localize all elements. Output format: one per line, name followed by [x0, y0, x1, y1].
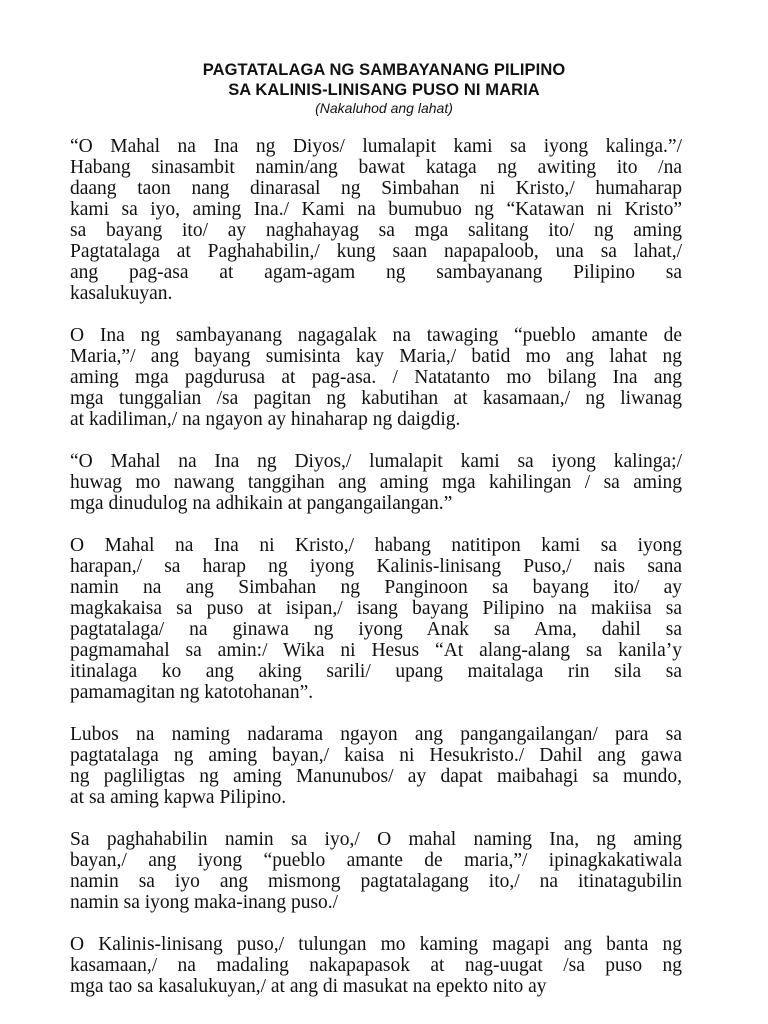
paragraph-line: O Mahal na Ina ni Kristo,/ habang natitipon kami sa iyong	[70, 535, 682, 556]
paragraph-line: harapan,/ sa harap ng iyong Kalinis-linisang Puso,/ nais sana	[70, 556, 682, 577]
paragraph-line: Sa paghahabilin namin sa iyo,/ O mahal naming Ina, ng aming	[70, 829, 682, 850]
paragraph-line: Maria,”/ ang bayang sumisinta kay Maria,/ batid mo ang lahat ng	[70, 346, 682, 367]
paragraph-line: “O Mahal na Ina ng Diyos/ lumalapit kami sa iyong kalinga.”/	[70, 136, 682, 157]
paragraph-line: namin sa iyo ang mismong pagtatalagang ito,/ na itinatagubilin	[70, 871, 682, 892]
paragraph-line: O Ina ng sambayanang nagagalak na tawaging “pueblo amante de	[70, 325, 682, 346]
document-subtitle: (Nakaluhod ang lahat)	[315, 100, 453, 116]
paragraph-line: pagtatalaga ng aming bayan,/ kaisa ni Hesukristo./ Dahil ang gawa	[70, 745, 682, 766]
paragraph-2	[70, 325, 682, 430]
paragraph-line: kami sa iyo, aming Ina./ Kami na bumubuo ng “Katawan ni Kristo”	[70, 199, 682, 220]
paragraph-7	[70, 934, 682, 997]
paragraph-line: itinalaga ko ang aking sarili/ upang maitalaga rin sila sa	[70, 661, 682, 682]
paragraph-line: mga tao sa kasalukuyan,/ at ang di masukat na epekto nito ay	[70, 976, 547, 997]
paragraph-line: bayan,/ ang iyong “pueblo amante de maria,”/ ipinagkakatiwala	[70, 850, 682, 871]
document-body	[70, 136, 682, 1018]
paragraph-line: Habang sinasambit namin/ang bawat kataga ng awiting ito /na	[70, 157, 682, 178]
paragraph-line: Pagtatalaga at Paghahabilin,/ kung saan napapaloob, una sa lahat,/	[70, 241, 682, 262]
paragraph-line: aming mga pagdurusa at pag-asa. / Natatanto mo bilang Ina ang	[70, 367, 682, 388]
paragraph-line: pagmamahal sa amin:/ Wika ni Hesus “At alang-alang sa kanila’y	[70, 640, 682, 661]
paragraph-line: O Kalinis-linisang puso,/ tulungan mo kaming magapi ang banta ng	[70, 934, 682, 955]
document-title-line-2: SA KALINIS-LINISANG PUSO NI MARIA	[228, 81, 540, 99]
paragraph-line: sa bayang ito/ ay naghahayag sa mga salitang ito/ ng aming	[70, 220, 682, 241]
paragraph-4	[70, 535, 682, 703]
paragraph-1	[70, 136, 682, 304]
paragraph-line: mga tunggalian /sa pagitan ng kabutihan at kasamaan,/ ng liwanag	[70, 388, 682, 409]
paragraph-line: huwag mo nawang tanggihan ang aming mga kahilingan / sa aming	[70, 472, 682, 493]
paragraph-line: kasalukuyan.	[70, 283, 173, 304]
paragraph-line: daang taon nang dinarasal ng Simbahan ni Kristo,/ humaharap	[70, 178, 682, 199]
paragraph-5	[70, 724, 682, 808]
document-title-line-1: PAGTATALAGA NG SAMBAYANANG PILIPINO	[202, 61, 566, 79]
paragraph-line: at sa aming kapwa Pilipino.	[70, 787, 287, 808]
paragraph-6	[70, 829, 682, 913]
paragraph-line: namin sa iyong maka-inang puso./	[70, 892, 339, 913]
paragraph-line: magkakaisa sa puso at isipan,/ isang bayang Pilipino na makiisa sa	[70, 598, 682, 619]
paragraph-line: pagtatalaga/ na ginawa ng iyong Anak sa Ama, dahil sa	[70, 619, 682, 640]
paragraph-line: at kadiliman,/ na ngayon ay hinaharap ng daigdig.	[70, 409, 461, 430]
paragraph-line: kasamaan,/ na madaling nakapapasok at nag-uugat /sa puso ng	[70, 955, 682, 976]
paragraph-line: mga dinudulog na adhikain at pangangailangan.”	[70, 493, 453, 514]
paragraph-line: namin na ang Simbahan ng Panginoon sa bayang ito/ ay	[70, 577, 682, 598]
paragraph-line: ng pagliligtas ng aming Manunubos/ ay dapat maibahagi sa mundo,	[70, 766, 682, 787]
paragraph-3	[70, 451, 682, 514]
paragraph-line: ang pag-asa at agam-agam ng sambayanang Pilipino sa	[70, 262, 682, 283]
paragraph-line: pamamagitan ng katotohanan”.	[70, 682, 314, 703]
paragraph-line: Lubos na naming nadarama ngayon ang pangangailangan/ para sa	[70, 724, 682, 745]
paragraph-line: “O Mahal na Ina ng Diyos,/ lumalapit kami sa iyong kalinga;/	[70, 451, 682, 472]
